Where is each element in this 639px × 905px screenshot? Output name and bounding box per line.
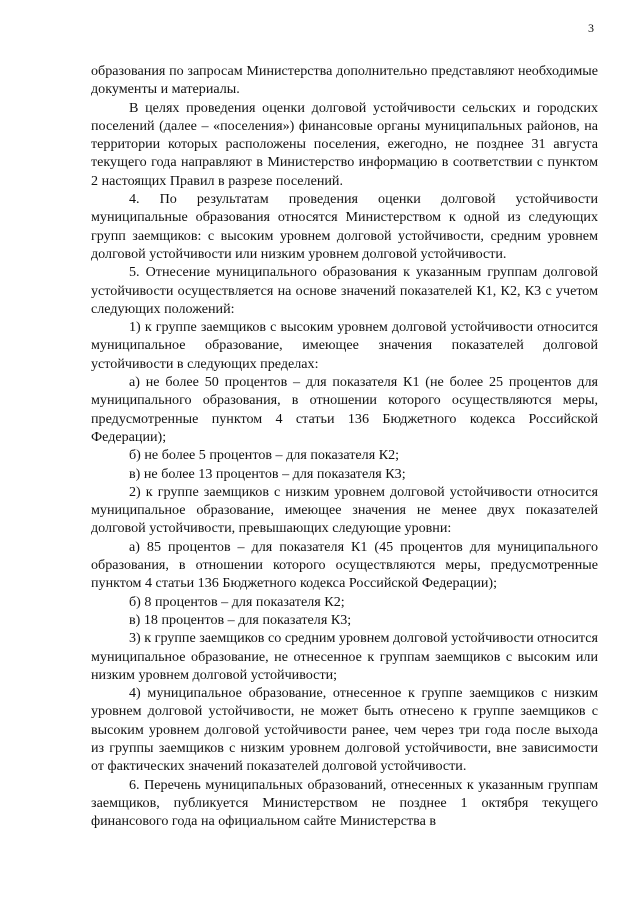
- subitem-1c: в) не более 13 процентов – для показателя К3;: [129, 465, 406, 482]
- subitem-2c: в) 18 процентов – для показателя К3;: [129, 611, 352, 628]
- document-body: [91, 62, 598, 830]
- subitem-1b: б) не более 5 процентов – для показателя К2;: [129, 447, 400, 464]
- paragraph-item-4: 4. По результатам проведения оценки долговой устойчивости муниципальные образования относятся Министерством к одной из следующих групп заемщиков: с высоким уровнем долговой устойчивости, средним уровнем долговой устойчивости или низким уровнем долговой устойчивости.: [91, 191, 598, 262]
- paragraph-settlements-assessment: В целях проведения оценки долговой устойчивости сельских и городских поселений (далее – «поселения») финансовые органы муниципальных районов, на территории которых расположены поселения, ежегодно, не позднее 31 августа текущего года направляют в Министерство информацию в соответствии с пунктом 2 настоящих Правил в разрезе поселений.: [91, 99, 598, 189]
- subitem-2b: б) 8 процентов – для показателя К2;: [129, 593, 345, 610]
- subitem-1a: а) не более 50 процентов – для показателя К1 (не более 25 процентов для муниципального образования, в отношении которого осуществляются меры, предусмотренные пунктом 4 статьи 136 Бюджетного кодекса Российской Федерации);: [91, 374, 598, 445]
- subitem-2a: а) 85 процентов – для показателя К1 (45 процентов для муниципального образования, в отношении которого осуществляются меры, предусмотренные пунктом 4 статьи 136 Бюджетного кодекса Российской Федерации);: [91, 538, 598, 592]
- subitem-2-low-stability: 2) к группе заемщиков с низким уровнем долговой устойчивости относится муниципальное образование, имеющее значения не менее двух показателей долговой устойчивости, превышающих следующие уровни:: [91, 483, 598, 537]
- paragraph-item-6: 6. Перечень муниципальных образований, отнесенных к указанным группам заемщиков, публикуется Министерством не позднее 1 октября текущего финансового года на официальном сайте Министерства в: [91, 776, 598, 830]
- page-number: 3: [588, 21, 594, 35]
- subitem-1-high-stability: 1) к группе заемщиков с высоким уровнем долговой устойчивости относится муниципальное образование, имеющее значения показателей долговой устойчивости в следующих пределах:: [91, 319, 598, 372]
- paragraph-item-5: 5. Отнесение муниципального образования к указанным группам долговой устойчивости осуществляется на основе значений показателей К1, К2, К3 с учетом следующих положений:: [91, 264, 598, 317]
- subitem-4-transfer-rule: 4) муниципальное образование, отнесенное к группе заемщиков с низким уровнем долговой устойчивости, не может быть отнесено к группе заемщиков с высоким уровнем долговой устойчивости ранее, чем через три года после выхода из группы заемщиков с низким уровнем долговой устойчивости, вне зависимости от фактических значений показателей долговой устойчивости.: [91, 685, 598, 775]
- paragraph-continuation: образования по запросам Министерства дополнительно представляют необходимые документы и материалы.: [91, 63, 598, 98]
- subitem-3-medium-stability: 3) к группе заемщиков со средним уровнем долговой устойчивости относится муниципальное образование, не отнесенное к группам заемщиков с высоким или низким уровнем долговой устойчивости;: [91, 630, 598, 683]
